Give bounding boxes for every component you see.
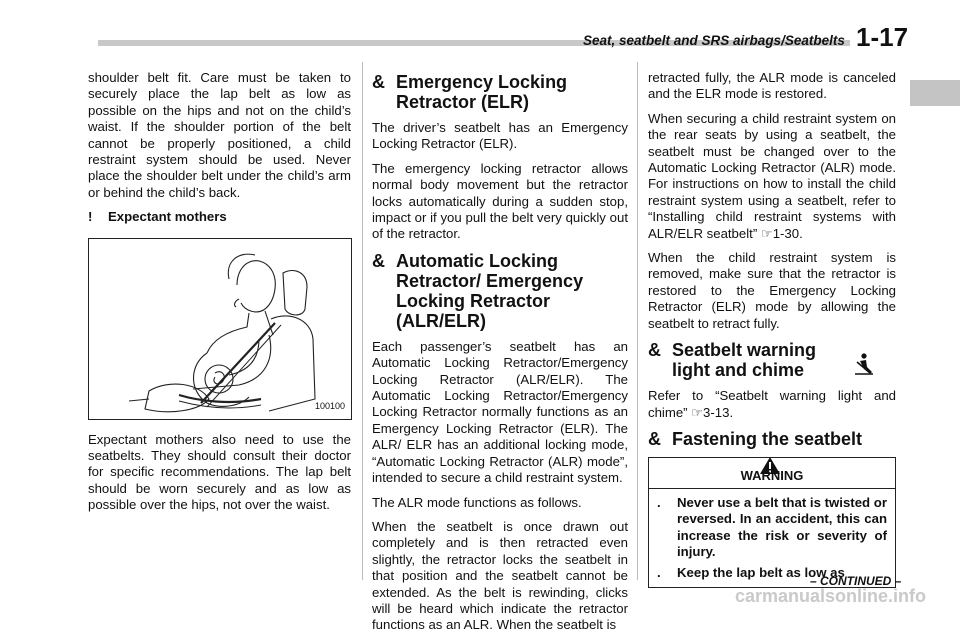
paragraph: Refer to “Seatbelt warning light and chime” ☞3-13. xyxy=(648,388,896,420)
section-heading xyxy=(648,340,896,380)
paragraph: Each passenger’s seatbelt has an Automatic Locking Retractor/Emergency Locking Retractor (ALR/ELR). The Automatic Locking Retractor/Emergency Locking Retractor normally functions as an Emergency Locking Retractor (ELR). The ALR/ ELR has an additional locking mode, “Automatic Locking Retractor (ALR) mode”, intended to secure a child restraint system. xyxy=(372,338,628,486)
column-divider xyxy=(362,62,363,580)
paragraph: When the seatbelt is once drawn out completely and is then retracted even slightly, the retractor locks the seatbelt in that position and the seatbelt cannot be extended. As the belt is rewinding, clicks will be heard which indicate the retractor functions as an ALR. When the seatbelt is xyxy=(372,518,628,633)
warning-item xyxy=(657,495,887,561)
section-marker: & xyxy=(372,250,385,271)
paragraph: The driver’s seatbelt has an Emergency Locking Retractor (ELR). xyxy=(372,120,628,152)
section-heading xyxy=(648,429,896,449)
expectant-mother-illustration xyxy=(88,238,352,420)
continued-label: – CONTINUED – xyxy=(810,574,902,588)
column-middle xyxy=(372,70,628,642)
watermark: carmanualsonline.info xyxy=(735,586,927,606)
heading-text: Fastening the seatbelt xyxy=(672,428,863,449)
paragraph: Expectant mothers also need to use the seatbelts. They should consult their doctor for specific recommendations. The lap belt should be worn securely and as low as possible over the hips, not over the waist. xyxy=(88,431,351,513)
paragraph: The emergency locking retractor allows normal body movement but the retractor locks automatically during a sudden stop, impact or if you pull the belt very quickly out of the retractor. xyxy=(372,160,628,242)
section-marker: & xyxy=(372,72,385,92)
chapter-tab xyxy=(910,80,960,106)
heading-text: Emergency Locking Retractor (ELR) xyxy=(396,72,568,112)
paragraph: When securing a child restraint system on the rear seats by using a seatbelt, the seatbelt must be changed over to the Automatic Locking Retractor (ALR) mode. For instructions on how to install the child restraint system using a seatbelt, refer to “Installing child restraint systems with ALR/ELR seatbelt” ☞1-30. xyxy=(648,110,896,241)
bullet-heading xyxy=(88,209,351,225)
paragraph: retracted fully, the ALR mode is canceled and the ELR mode is restored. xyxy=(648,70,896,102)
figure-code: 100100 xyxy=(314,401,345,412)
warning-label: WARNING xyxy=(740,467,804,483)
warning-header xyxy=(649,458,895,489)
section-title: Seat, seatbelt and SRS airbags/Seatbelts xyxy=(583,33,845,48)
warning-bullet: . xyxy=(657,494,661,510)
warning-list xyxy=(649,489,895,587)
warning-text: Keep the lap belt as low as xyxy=(677,564,845,580)
section-marker: & xyxy=(648,340,661,361)
bullet-heading-text: Expectant mothers xyxy=(108,209,227,225)
bullet-icon: ! xyxy=(88,209,93,225)
section-marker: & xyxy=(648,428,661,449)
warning-box xyxy=(648,457,896,588)
pregnant-woman-seatbelt-icon xyxy=(89,239,351,419)
paragraph: The ALR mode functions as follows. xyxy=(372,494,582,510)
column-right xyxy=(648,70,896,588)
paragraph: shoulder belt fit. Care must be taken to securely place the lap belt as low as possible on the hips and not on the child’s waist. If the shoulder portion of the belt cannot be properly positioned, a child restraint system should be used. Never place the shoulder belt under the child’s arm or behind the child’s back. xyxy=(88,70,351,200)
warning-bullet: . xyxy=(657,564,661,580)
page-number: 1-17 xyxy=(856,22,909,52)
heading-text: Automatic Locking Retractor/ Emergency Locking Retractor (ALR/ELR) xyxy=(396,250,584,331)
warning-text: Never use a belt that is twisted or reversed. In an accident, this can increase the risk or severity of injury. xyxy=(677,494,887,560)
column-divider xyxy=(637,62,638,580)
section-heading xyxy=(372,72,628,112)
section-heading xyxy=(372,251,628,331)
heading-text: Seatbelt warning light and chime xyxy=(672,340,817,381)
column-left xyxy=(88,70,351,522)
seatbelt-warning-icon xyxy=(852,352,876,376)
paragraph: When the child restraint system is removed, make sure that the retractor is restored to the Emergency Locking Retractor (ELR) mode by allowing the seatbelt to retract fully. xyxy=(648,250,896,331)
